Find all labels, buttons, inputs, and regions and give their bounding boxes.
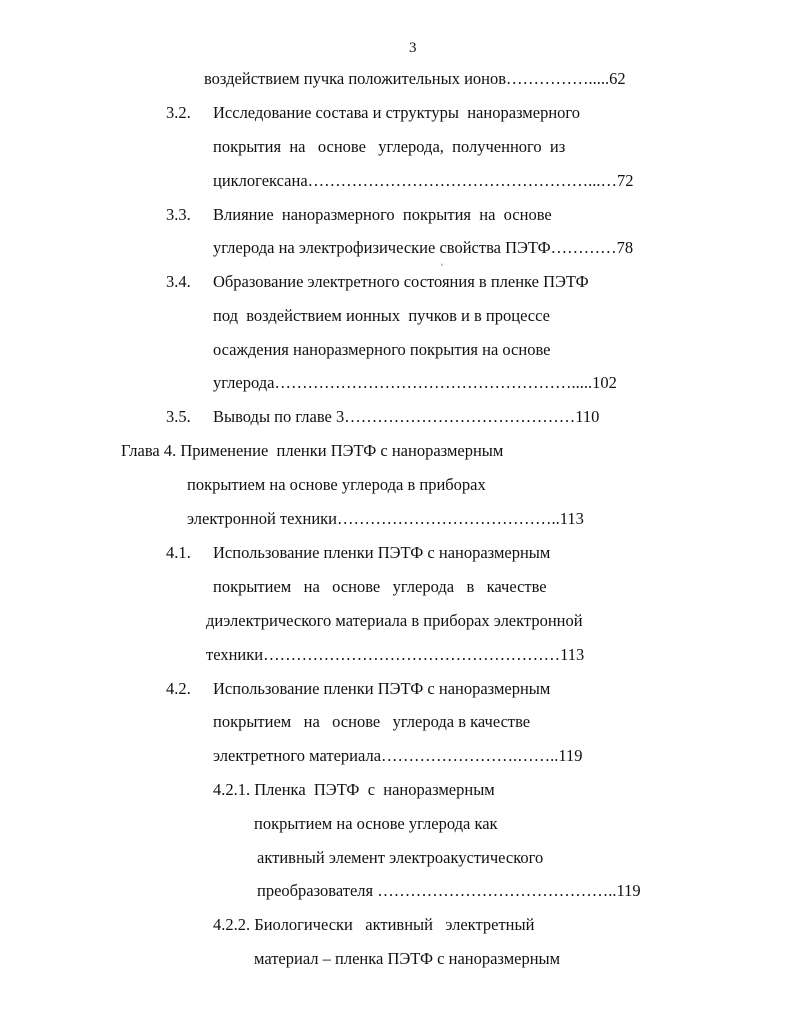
toc-line: Образование электретного состояния в пленке ПЭТФ xyxy=(213,272,589,291)
toc-line: углерода……………………………………………….....102 xyxy=(213,373,617,392)
toc-line: Использование пленки ПЭТФ с наноразмерным xyxy=(213,679,551,698)
toc-section-number: 4.2. xyxy=(166,679,191,698)
toc-section-number: 4.1. xyxy=(166,543,191,562)
toc-line: воздействием пучка положительных ионов…………….....62 xyxy=(204,69,626,88)
toc-line: электронной техники…………………………………..113 xyxy=(187,509,584,528)
stray-mark: ˛ xyxy=(441,257,444,266)
toc-section-number: 3.3. xyxy=(166,205,191,224)
toc-line: покрытием на основе углерода в качестве xyxy=(213,577,547,596)
toc-section-number: 3.5. xyxy=(166,407,191,426)
toc-subsection-line: 4.2.1. Пленка ПЭТФ с наноразмерным xyxy=(213,780,495,799)
toc-chapter-line: Глава 4. Применение пленки ПЭТФ с наноразмерным xyxy=(121,441,504,460)
toc-line: покрытием на основе углерода в качестве xyxy=(213,712,531,731)
toc-line: осаждения наноразмерного покрытия на основе xyxy=(213,340,551,359)
toc-line: под воздействием ионных пучков и в процессе xyxy=(213,306,550,325)
toc-line: углерода на электрофизические свойства ПЭТФ…………78 xyxy=(213,238,634,257)
toc-line: Использование пленки ПЭТФ с наноразмерным xyxy=(213,543,551,562)
toc-line: Выводы по главе 3……………………………………110 xyxy=(213,407,600,426)
toc-line: покрытием на основе углерода в приборах xyxy=(187,475,486,494)
toc-subsection-line: 4.2.2. Биологически активный электретный xyxy=(213,915,535,934)
toc-line: преобразователя ……………………………………..119 xyxy=(257,881,641,900)
toc-line: электретного материала…………………….……..119 xyxy=(213,746,583,765)
toc-section-number: 3.4. xyxy=(166,272,191,291)
toc-section-number: 3.2. xyxy=(166,103,191,122)
toc-line: техники………………………………………………113 xyxy=(206,645,585,664)
toc-line: Влияние наноразмерного покрытия на основе xyxy=(213,205,552,224)
toc-line: циклогексана……………………………………………...…72 xyxy=(213,171,634,190)
toc-line: диэлектрического материала в приборах электронной xyxy=(206,611,583,630)
toc-line: Исследование состава и структуры наноразмерного xyxy=(213,103,581,122)
page-number: 3 xyxy=(409,40,417,56)
toc-line: активный элемент электроакустического xyxy=(257,848,544,867)
toc-line: материал – пленка ПЭТФ с наноразмерным xyxy=(254,949,561,968)
toc-line: покрытия на основе углерода, полученного из xyxy=(213,137,566,156)
toc-line: покрытием на основе углерода как xyxy=(254,814,498,833)
